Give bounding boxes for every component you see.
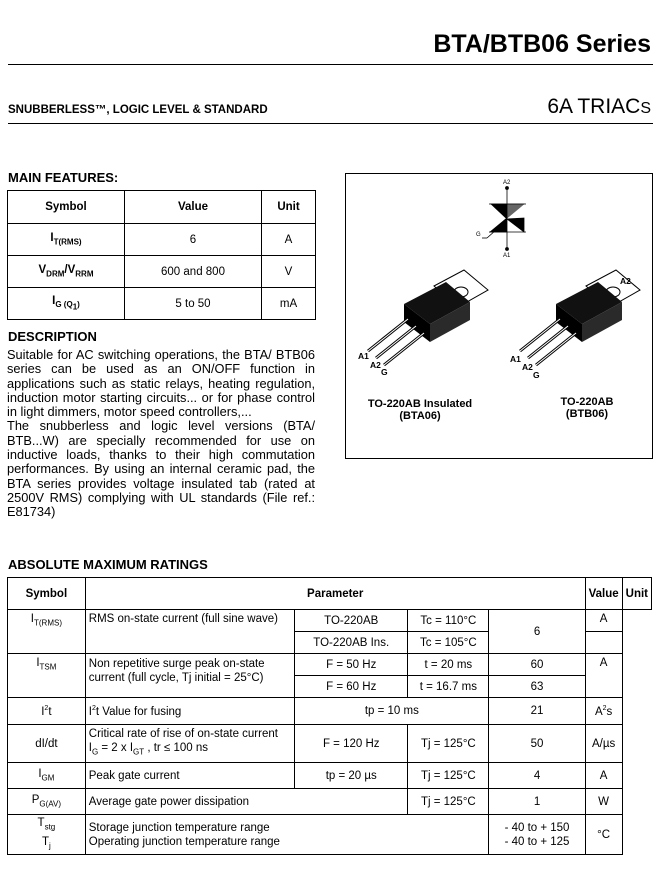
- left-pin-a2: A2: [370, 360, 381, 370]
- param-itrms: RMS on-state current (full sine wave): [85, 610, 294, 654]
- device-type-suffix: S: [640, 100, 651, 117]
- right-tab-a2: A2: [620, 276, 631, 286]
- feature-unit: mA: [262, 288, 316, 320]
- value-pgav: 1: [489, 789, 585, 815]
- feature-unit: V: [262, 256, 316, 288]
- package-drawing: [346, 174, 652, 458]
- symbol-itsm: $I_{TSM}$: [8, 654, 86, 698]
- feature-value: 6: [125, 224, 262, 256]
- feature-symbol-itrms: $I_{T(RMS)}$: [8, 224, 125, 256]
- device-type: [547, 95, 651, 119]
- schematic-label-a1: A1: [503, 253, 511, 259]
- schematic-label-g: G: [476, 232, 481, 238]
- col-unit: Unit: [622, 578, 651, 610]
- unit-igm: A: [585, 763, 622, 789]
- unit-pgav: W: [585, 789, 622, 815]
- param-temp: Storage junction temperature range Operating junction temperature range: [85, 815, 489, 855]
- to220-insulated-package-icon: [368, 270, 488, 365]
- unit-empty: [585, 632, 622, 654]
- col-unit: Unit: [262, 191, 316, 224]
- right-package-part: (BTB06): [565, 408, 609, 420]
- value-temp: - 40 to + 150 - 40 to + 125: [489, 815, 585, 855]
- param-i2t: $I^2t$ Value for fusing: [85, 698, 294, 725]
- cond-tp: tp = 20 µs: [295, 763, 408, 789]
- unit-i2t: $A^2s$: [585, 698, 622, 725]
- cond-freq: F = 120 Hz: [295, 725, 408, 763]
- cond-tj: Tj = 125°C: [408, 725, 489, 763]
- ratings-heading: ABSOLUTE MAXIMUM RATINGS: [8, 557, 208, 572]
- value-i2t: 21: [489, 698, 585, 725]
- col-value: Value: [125, 191, 262, 224]
- cond-freq: F = 60 Hz: [295, 676, 408, 698]
- left-package-part: (BTA06): [399, 410, 441, 422]
- feature-unit: A: [262, 224, 316, 256]
- main-features-table: [7, 190, 316, 320]
- subtitle-rule: [8, 123, 653, 124]
- cond-freq: F = 50 Hz: [295, 654, 408, 676]
- ratings-table: [7, 577, 652, 855]
- cond-tj: Tj = 125°C: [408, 763, 489, 789]
- description-p2: The snubberless and logic level versions (BTA/ BTB...W) are specially recommended for use on inductive loads, thanks to their high commutation performances. By using an internal ceramic pad, the BTA series provides voltage insulated tab (rated at 2500V RMS) complying with UL standards (File ref.: E81734): [7, 418, 315, 520]
- symbol-igm: $I_{GM}$: [8, 763, 86, 789]
- cond-tc: Tc = 105°C: [408, 632, 489, 654]
- left-pin-a1: A1: [358, 351, 369, 361]
- unit-itrms: A: [585, 610, 622, 632]
- unit-temp: °C: [585, 815, 622, 855]
- cond-package: TO-220AB Ins.: [295, 632, 408, 654]
- cond-time: t = 16.7 ms: [408, 676, 489, 698]
- param-pgav: Average gate power dissipation: [85, 789, 407, 815]
- description-text: [7, 348, 315, 520]
- col-symbol: Symbol: [8, 191, 125, 224]
- value-igm: 4: [489, 763, 585, 789]
- feature-value: 5 to 50: [125, 288, 262, 320]
- right-pin-g: G: [533, 370, 540, 380]
- symbol-i2t: $I^2t$: [8, 698, 86, 725]
- schematic-label-a2: A2: [503, 180, 511, 186]
- param-didt: Critical rate of rise of on-state current $I_G = 2$ x $I_{GT}$ , tr ≤ 100 ns: [85, 725, 294, 763]
- unit-didt: A/µs: [585, 725, 622, 763]
- triac-schematic-icon: [482, 187, 526, 251]
- description-heading: DESCRIPTION: [8, 329, 97, 344]
- cond-package: TO-220AB: [295, 610, 408, 632]
- right-pin-a1: A1: [510, 354, 521, 364]
- param-itsm: Non repetitive surge peak on-state current (full cycle, Tj initial = 25°C): [85, 654, 294, 698]
- cond-time: t = 20 ms: [408, 654, 489, 676]
- document-title: BTA/BTB06 Series: [433, 30, 651, 58]
- value-itrms: 6: [489, 610, 585, 654]
- device-type-main: 6A TRIAC: [547, 95, 641, 118]
- title-rule: [8, 64, 653, 65]
- symbol-didt: dI/dt: [8, 725, 86, 763]
- document-subtitle: SNUBBERLESS™, LOGIC LEVEL & STANDARD: [8, 104, 268, 116]
- value-itsm-50hz: 60: [489, 654, 585, 676]
- col-parameter: Parameter: [85, 578, 585, 610]
- col-value: Value: [585, 578, 622, 610]
- cond-tc: Tc = 110°C: [408, 610, 489, 632]
- feature-symbol-ig: $I_{G (Q_1)}$: [8, 288, 125, 320]
- value-itsm-60hz: 63: [489, 676, 585, 698]
- left-pin-g: G: [381, 367, 388, 377]
- symbol-pgav: $P_{G(AV)}$: [8, 789, 86, 815]
- description-p1: Suitable for AC switching operations, the BTA/ BTB06 series can be used as an ON/OFF function in applications such as static relays, heating regulation, induction motor starting circuits... or for phase control in light dimmers, motor speed controllers,...: [7, 347, 315, 420]
- package-illustration-box: [345, 173, 653, 459]
- value-didt: 50: [489, 725, 585, 763]
- right-pin-a2: A2: [522, 362, 533, 372]
- feature-symbol-vdrm: $V_{DRM}/V_{RRM}$: [8, 256, 125, 288]
- symbol-temp: $T_{stg}$ $T_j$: [8, 815, 86, 855]
- main-features-heading: MAIN FEATURES:: [8, 170, 119, 185]
- cond-tj: Tj = 125°C: [408, 789, 489, 815]
- col-symbol: Symbol: [8, 578, 86, 610]
- right-package-name: TO-220AB: [560, 396, 614, 408]
- param-igm: Peak gate current: [85, 763, 294, 789]
- symbol-itrms: $I_{T(RMS)}$: [8, 610, 86, 654]
- unit-itsm: A: [585, 654, 622, 698]
- cond-tp: tp = 10 ms: [295, 698, 489, 725]
- left-package-name: TO-220AB Insulated: [367, 398, 473, 410]
- feature-value: 600 and 800: [125, 256, 262, 288]
